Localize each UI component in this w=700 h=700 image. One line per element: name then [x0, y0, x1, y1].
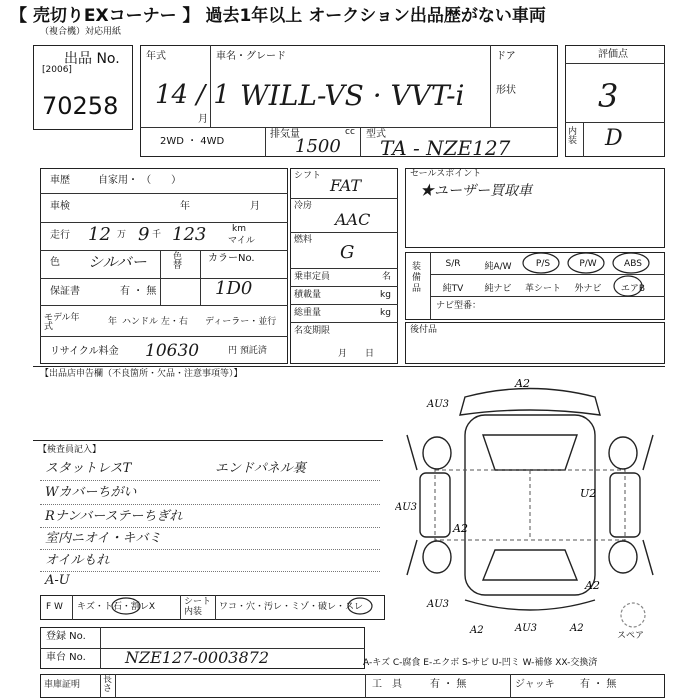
history-value: 自家用・ （ ）	[98, 175, 182, 186]
equipment-row2-item: 純ナビ	[484, 284, 512, 294]
inspection-label: 車検	[50, 201, 70, 212]
model-label: 型式	[366, 129, 386, 140]
seller-notes-label: 【出品店申告欄（不良箇所・欠品・注意事項等）】	[40, 369, 243, 379]
lot-box	[33, 45, 133, 130]
equipment-row1-item: 純A/W	[484, 262, 512, 272]
capacity-unit: 名	[382, 272, 392, 282]
name-change-unit: 月 日	[338, 349, 375, 359]
model-value: TA - NZE127	[380, 136, 511, 160]
name-change-label: 名変期限	[294, 326, 331, 336]
mark-b3: A2	[570, 623, 584, 634]
car-damage-diagram	[395, 375, 665, 635]
inspector-note-4: オイルもれ	[45, 553, 110, 568]
mark-br: A2	[585, 579, 600, 592]
lot-number: 70258	[42, 92, 119, 120]
color-change-label: 色替	[173, 252, 183, 271]
weight-unit: kg	[380, 308, 391, 318]
drive-type: 2WD ・ 4WD	[160, 136, 225, 147]
fuel-value: G	[340, 242, 355, 263]
mark-mid: A2	[453, 522, 468, 535]
mileage-thousand: 千	[152, 230, 162, 240]
vehicle-info-table	[40, 168, 288, 364]
mileage-tail-value: 123	[172, 224, 207, 245]
mileage-rest-value: 9	[138, 224, 150, 245]
mark-right: U2	[580, 487, 597, 500]
equipment-label: 装備品	[412, 262, 422, 294]
jack-label: ジャッキ	[515, 679, 555, 690]
registration-label: 登録 No.	[46, 631, 86, 642]
fw-value: キズ・ト石・割レX	[77, 602, 155, 612]
equipment-row2-item: 純TV	[442, 284, 464, 294]
damage-legend: A-キズ C-腐食 E-エクボ S-サビ U-凹ミ W-補修 XX-交換済	[363, 658, 598, 668]
warranty-label: 保証書	[50, 286, 80, 297]
mileage-mile: マイル	[228, 236, 255, 246]
year-value: 14 / 1	[155, 80, 230, 110]
chassis-value: NZE127-0003872	[125, 648, 269, 667]
inspector-note-5: A-U	[45, 573, 70, 588]
mark-b2: AU3	[515, 623, 538, 634]
inspection-year: 年	[180, 201, 190, 212]
mileage-man: 万	[117, 230, 127, 240]
inspection-month: 月	[250, 201, 260, 212]
inspector-label: 【検査員記入】	[38, 445, 102, 455]
aftermarket-label: 後付品	[410, 325, 438, 335]
garage-cert-label: 車庫証明	[44, 680, 81, 690]
displacement-unit: cc	[345, 127, 355, 137]
mileage-man-value: 12	[88, 224, 111, 245]
door-label: ドア	[496, 51, 516, 62]
inspector-note-2: Rナンバーステーちぎれ	[45, 509, 183, 524]
fuel-label: 燃料	[294, 235, 313, 245]
grade-label: 評価点	[598, 49, 628, 60]
year-label: 年式	[146, 51, 166, 62]
color-value: シルバー	[88, 253, 147, 271]
navi-model-label: ナビ型番：	[436, 301, 482, 311]
load-label: 積載量	[294, 290, 322, 300]
mileage-km: km	[232, 224, 246, 234]
color-label: 色	[50, 257, 60, 268]
warranty-value: 有 ・ 無	[120, 286, 157, 297]
top-note: （複合機）対応用紙	[40, 27, 122, 37]
sales-point-box	[405, 168, 665, 248]
ac-value: AAC	[335, 210, 371, 229]
history-label: 車歴	[50, 175, 70, 186]
car-name-value: WILL-VS · VVT-i	[240, 79, 465, 112]
shape-label: 形状	[496, 85, 516, 96]
sales-point-label: セールスポイント	[410, 169, 482, 179]
mileage-label: 走行	[50, 230, 70, 241]
banner: 【 売切りEXコーナー 】 過去1年以上 オークション出品歴がない車両	[10, 6, 546, 26]
color-code-label: カラーNo.	[208, 253, 255, 264]
equipment-row1-item: P/W	[579, 259, 597, 269]
displacement-label: 排気量	[270, 129, 300, 140]
inspector-note-1: Wカバーちがい	[45, 485, 137, 500]
bottom-row	[40, 674, 665, 698]
equipment-row2-item: 革シート	[524, 284, 561, 294]
displacement-value: 1500	[295, 136, 341, 157]
jack-value: 有 ・ 無	[580, 679, 617, 690]
mark-tl: AU3	[427, 399, 450, 410]
handle: ハンドル 左・右	[122, 317, 188, 327]
fw-label: F W	[46, 602, 63, 612]
inspector-note-right: エンドパネル裏	[215, 461, 306, 476]
chassis-label: 車台 No.	[46, 652, 86, 663]
equipment-row2-item: 外ナビ	[574, 284, 602, 294]
ac-label: 冷房	[294, 201, 313, 211]
equipment-row1-item: ABS	[624, 259, 642, 269]
garage-cert-sub: 長さ	[103, 675, 113, 694]
grade-value: 3	[598, 77, 619, 115]
interior-label: 内装	[568, 127, 578, 146]
aftermarket-box	[405, 322, 665, 364]
shift-value: FAT	[330, 176, 362, 195]
recycle-value: 10630	[145, 341, 200, 361]
capacity-label: 乗車定員	[294, 272, 331, 282]
load-unit: kg	[380, 290, 391, 300]
equipment-row1-item: S/R	[445, 259, 461, 269]
tools-label: 工 具	[372, 679, 402, 690]
car-name-label: 車名・グレード	[216, 51, 286, 62]
equipment-row2-item: エアB	[620, 284, 646, 294]
spare-tire-icon	[618, 600, 648, 630]
mark-left: AU3	[395, 502, 418, 513]
interior-value: D	[605, 126, 623, 151]
mark-bl: AU3	[427, 599, 450, 610]
shift-label: シフト	[294, 171, 322, 181]
recycle-label: リサイクル料金	[50, 346, 119, 357]
inspector-note-3: 室内ニオイ・キバミ	[45, 531, 162, 546]
dealer: ディーラー・並行	[205, 317, 277, 327]
fw-value2: ワコ・穴・汚レ・ミゾ・破レ・スレ	[219, 602, 364, 612]
spare-label: スペア	[617, 631, 645, 641]
fw-label2: シート内装	[184, 597, 212, 617]
inspector-note-0: スタットレスT	[45, 461, 132, 476]
color-code-value: 1D0	[215, 278, 253, 299]
weight-label: 総重量	[294, 308, 322, 318]
tools-value: 有 ・ 無	[430, 679, 467, 690]
mark-top: A2	[515, 377, 530, 390]
lot-label: 出品 No.	[64, 51, 120, 67]
recycle-unit: 円 預託済	[228, 346, 267, 356]
lot-year-tag: [2006]	[42, 65, 72, 75]
sales-point-value: ★ユーザー買取車	[420, 183, 532, 199]
year-suffix: 月	[198, 114, 208, 125]
model-year-unit: 年	[108, 317, 118, 327]
equipment-row1-item: P/S	[535, 259, 551, 269]
mark-b1: A2	[470, 625, 484, 635]
model-year-label: モデル年式	[44, 313, 80, 332]
